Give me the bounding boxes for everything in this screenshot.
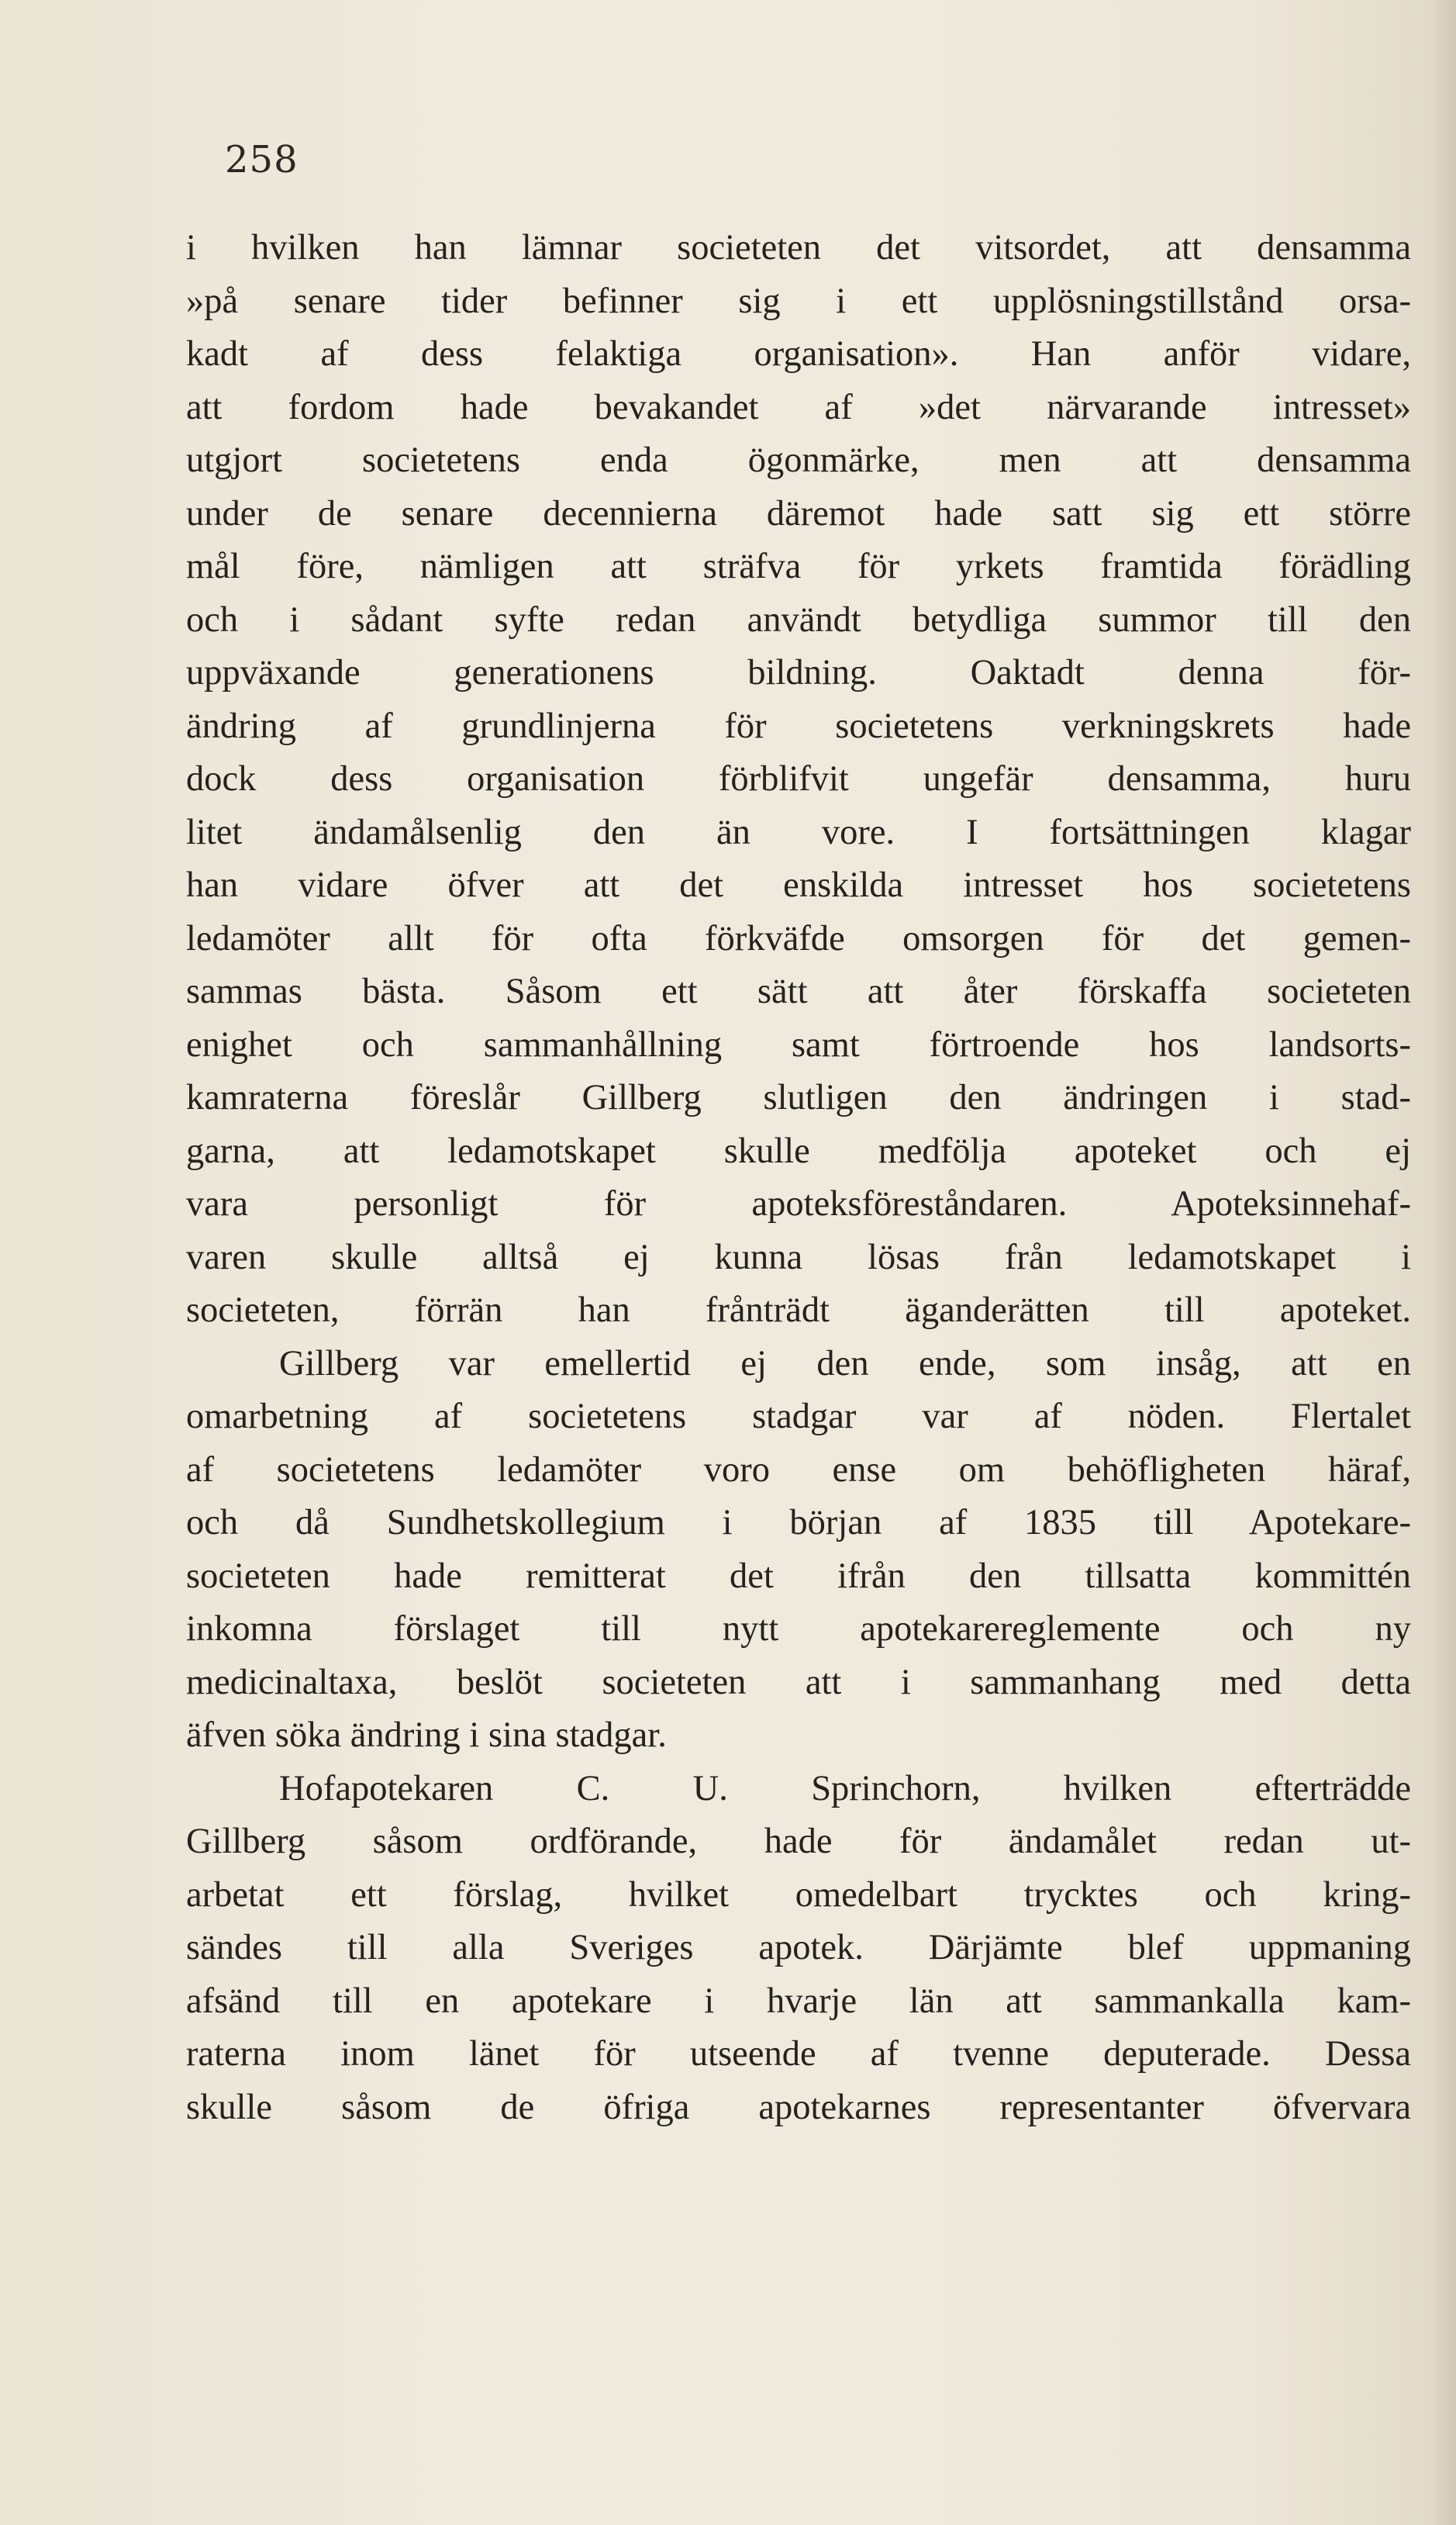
text-line: inkomna förslaget till nytt apotekarereglemente och ny: [186, 1609, 1411, 1649]
page-number: 258: [225, 138, 298, 181]
text-line: societeten, förrän han frånträdt äganderätten till apoteket.: [186, 1290, 1411, 1330]
text-line: han vidare öfver att det enskilda intresset hos societetens: [186, 865, 1411, 905]
text-line: sammas bästa. Såsom ett sätt att åter förskaffa societeten: [186, 972, 1411, 1011]
text-line: i hvilken han lämnar societeten det vitsordet, att densamma: [186, 228, 1411, 268]
text-line: ändring af grundlinjerna för societetens verkningskrets hade: [186, 706, 1411, 746]
text-line: sändes till alla Sveriges apotek. Därjämte blef uppmaning: [186, 1928, 1411, 1967]
text-line: medicinaltaxa, beslöt societeten att i sammanhang med detta: [186, 1662, 1411, 1702]
text-line: uppväxande generationens bildning. Oaktadt denna för-: [186, 653, 1411, 693]
text-line: utgjort societetens enda ögonmärke, men att densamma: [186, 440, 1411, 480]
text-line: enighet och sammanhållning samt förtroende hos landsorts-: [186, 1024, 1411, 1065]
text-line: under de senare decennierna däremot hade satt sig ett större: [186, 493, 1411, 534]
text-line: och då Sundhetskollegium i början af 1835 till Apotekare-: [186, 1503, 1411, 1542]
text-line: skulle såsom de öfriga apotekarnes representanter öfvervara: [186, 2087, 1411, 2127]
text-line: vara personligt för apoteksföreståndaren. Apoteksinnehaf-: [186, 1184, 1411, 1224]
text-line: afsänd till en apotekare i hvarje län att sammankalla kam-: [186, 1981, 1411, 2021]
text-line: Gillberg var emellertid ej den ende, som insåg, att en: [279, 1343, 1411, 1383]
text-line: societeten hade remitterat det ifrån den tillsatta kommittén: [186, 1556, 1411, 1596]
text-line: af societetens ledamöter voro ense om behöfligheten häraf,: [186, 1449, 1411, 1490]
text-line: raterna inom länet för utseende af tvenne deputerade. Dessa: [186, 2034, 1411, 2074]
text-line: ledamöter allt för ofta förkväfde omsorgen för det gemen-: [186, 918, 1411, 959]
text-line: arbetat ett förslag, hvilket omedelbart trycktes och kring-: [186, 1874, 1411, 1915]
text-line: och i sådant syfte redan användt betydliga summor till den: [186, 599, 1411, 640]
text-line: garna, att ledamotskapet skulle medfölja apoteket och ej: [186, 1131, 1411, 1171]
text-line: omarbetning af societetens stadgar var af nöden. Flertalet: [186, 1397, 1411, 1436]
text-line: kadt af dess felaktiga organisation». Han anför vidare,: [186, 334, 1411, 374]
text-line: dock dess organisation förblifvit ungefär densamma, huru: [186, 759, 1411, 799]
text-line: »på senare tider befinner sig i ett upplösningstillstånd orsa-: [186, 281, 1411, 321]
page-edge-shadow: [1430, 0, 1456, 2525]
text-line: Hofapotekaren C. U. Sprinchorn, hvilken efterträdde: [279, 1768, 1411, 1808]
body-text: [186, 222, 1411, 2134]
text-line: litet ändamålsenlig den än vore. I fortsättningen klagar: [186, 812, 1411, 852]
text-line: äfven söka ändring i sina stadgar.: [186, 1715, 667, 1755]
text-line: kamraterna föreslår Gillberg slutligen den ändringen i stad-: [186, 1078, 1411, 1117]
text-line: mål före, nämligen att sträfva för yrkets framtida förädling: [186, 547, 1411, 586]
text-line: att fordom hade bevakandet af »det närvarande intresset»: [186, 387, 1411, 427]
text-line: Gillberg såsom ordförande, hade för ändamålet redan ut-: [186, 1822, 1411, 1861]
text-line: varen skulle alltså ej kunna lösas från ledamotskapet i: [186, 1237, 1411, 1277]
